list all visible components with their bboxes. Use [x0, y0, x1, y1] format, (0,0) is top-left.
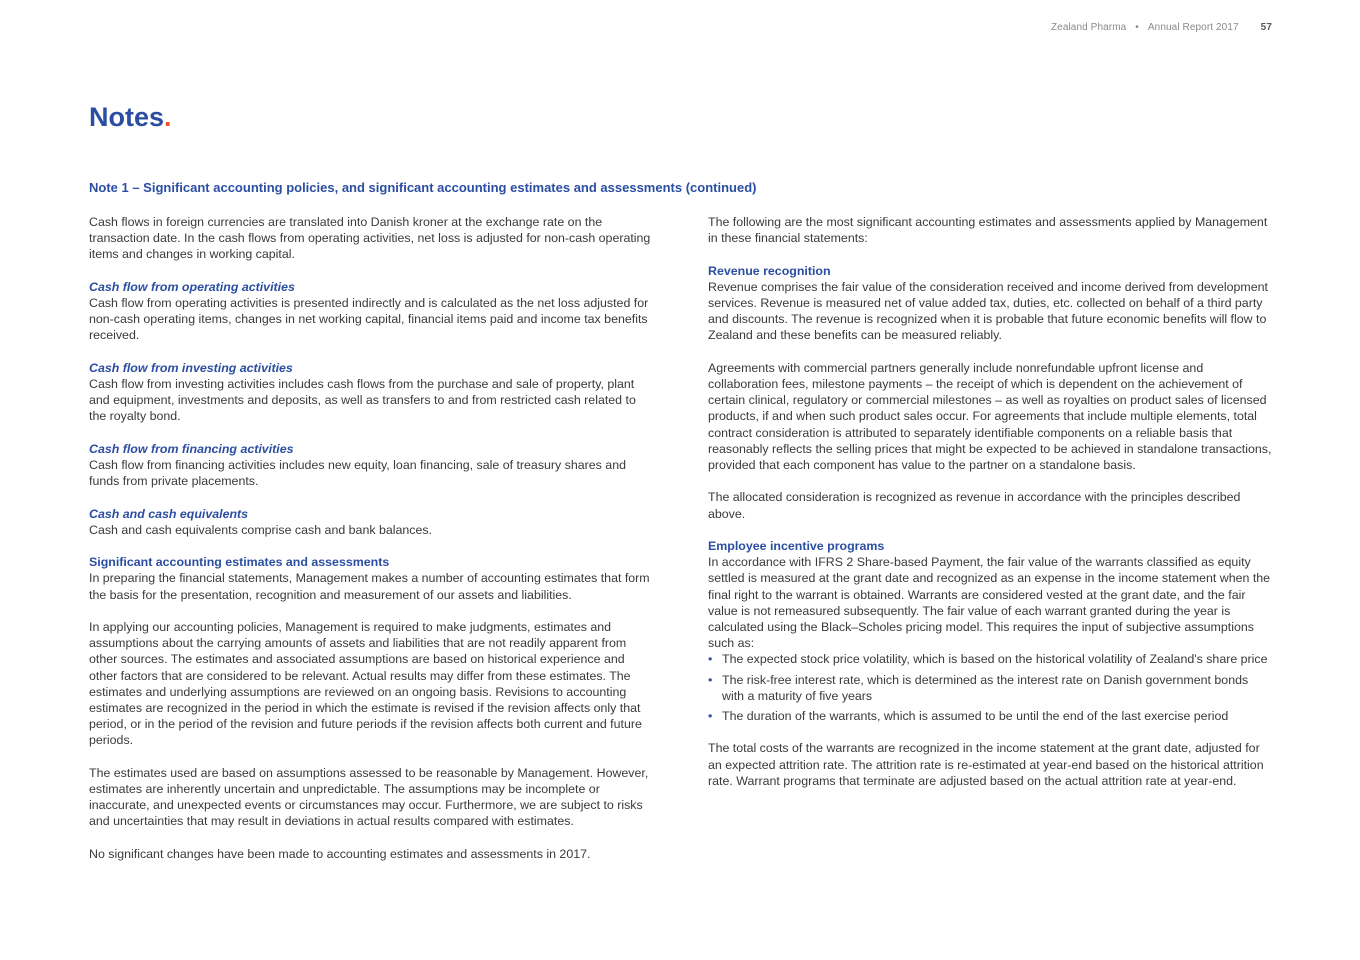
investing-activities-text: Cash flow from investing activities includes cash flows from the purchase and sale of property, plant and equipment, investments and deposits, as well as transfers to and from restricted cash related to the royalty bond. — [89, 377, 636, 424]
cash-flow-intro: Cash flows in foreign currencies are translated into Danish kroner at the exchange rate on the transaction date. In the cash flows from operating activities, net loss is adjusted for non-cash operating items and changes in working capital. — [89, 215, 651, 262]
investing-activities-heading: Cash flow from investing activities — [89, 360, 293, 375]
employee-paragraph-1: In accordance with IFRS 2 Share-based Payment, the fair value of the warrants classified as equity settled is measured at the grant date and recognized as an expense in the income statement when the final right to the warrant is obtained. Warrants are considered vested at the grant date, and the fair value is not remeasured subsequently. The fair value of each warrant granted during the year is calculated using the Black–Scholes pricing model. This requires the input of subjective assumptions such as: — [708, 555, 1271, 651]
estimates-heading: Significant accounting estimates and assessments — [89, 555, 390, 570]
estimates-paragraph-2: In applying our accounting policies, Management is required to make judgments, estimates and assumptions about the carrying amounts of assets and liabilities that are not readily apparent from other sources. The estimates and associated assumptions are based on historical experience and other factors that are considered to be relevant. Actual results may differ from these estimates. The estimates and underlying assumptions are reviewed on an ongoing basis. Revisions to accounting estimates are recognized in the period in which the estimate is revised if the revision affects only that period, or in the period of the revision and future periods if the revision affects both current and future periods. — [89, 619, 642, 748]
page-number: 57 — [1260, 22, 1272, 33]
note-heading: Note 1 – Significant accounting policies, and significant accounting estimates and assessments (continued) — [89, 180, 757, 195]
title-accent-dot: . — [164, 102, 172, 132]
list-item: • The risk-free interest rate, which is determined as the interest rate on Danish government bonds with a maturity of five years — [708, 672, 1272, 704]
page-title-text: Notes — [89, 102, 165, 132]
financing-activities-heading: Cash flow from financing activities — [89, 441, 294, 456]
running-header — [1051, 22, 1272, 33]
employee-incentive-heading: Employee incentive programs — [708, 539, 885, 553]
right-column — [708, 214, 1272, 789]
revenue-paragraph-1: Revenue comprises the fair value of the consideration received and income derived from development services. Revenue is measured net of value added tax, duties, etc. collected on behalf of a third party and discounts. The revenue is recognized when it is probable that future economic benefits will flow to Zealand and these benefits can be measured reliably. — [708, 279, 1268, 343]
operating-activities-heading: Cash flow from operating activities — [89, 279, 295, 294]
header-company: Zealand Pharma — [1050, 22, 1127, 33]
estimates-paragraph-1: In preparing the financial statements, Management makes a number of accounting estimates that form the basis for the presentation, recognition and measurement of our assets and liabilities. — [89, 571, 650, 602]
list-item: • The duration of the warrants, which is assumed to be until the end of the last exercise period — [708, 708, 1272, 724]
assumptions-list — [708, 651, 1272, 724]
operating-activities-text: Cash flow from operating activities is presented indirectly and is calculated as the net loss adjusted for non-cash operating items, changes in net working capital, financial items paid and income tax benefits received. — [89, 296, 649, 343]
page-title — [89, 102, 172, 133]
left-column — [89, 214, 651, 862]
estimates-paragraph-3: The estimates used are based on assumptions assessed to be reasonable by Management. However, estimates are inherently uncertain and unpredictable. The assumptions may be incomplete or inaccurate, and unexpected events or circumstances may occur. Furthermore, we are subject to risks and uncertainties that may result in deviations in actual results compared with estimates. — [89, 765, 649, 829]
list-item: • The expected stock price volatility, which is based on the historical volatility of Zealand's share price — [708, 651, 1272, 667]
estimates-intro: The following are the most significant accounting estimates and assessments applied by Management in these financial statements: — [708, 215, 1268, 246]
financing-activities-text: Cash flow from financing activities includes new equity, loan financing, sale of treasury shares and funds from private placements. — [89, 458, 626, 489]
estimates-paragraph-4: No significant changes have been made to accounting estimates and assessments in 2017. — [89, 846, 591, 861]
employee-paragraph-2: The total costs of the warrants are recognized in the income statement at the grant date, adjusted for an expected attrition rate. The attrition rate is re-estimated at year-end based on the historical attrition rate. Warrant programs that terminate are adjusted based on the actual attrition rate at year-end. — [708, 741, 1264, 788]
revenue-recognition-heading: Revenue recognition — [708, 263, 831, 278]
revenue-paragraph-2: Agreements with commercial partners generally include nonrefundable upfront license and collaboration fees, milestone payments – the receipt of which is dependent on the achievement of certain clinical, regulatory or commercial milestones – as well as royalties on product sales of licensed products, if and when such product sales occur. For agreements that include multiple elements, total contract consideration is attributed to separately identifiable components on a reliable basis that reasonably reflects the selling prices that might be expected to be achieved in standalone transactions, provided that each component has value to the partner on a standalone basis. — [708, 360, 1272, 473]
cash-equivalents-heading: Cash and cash equivalents — [89, 506, 249, 521]
cash-equivalents-text: Cash and cash equivalents comprise cash and bank balances. — [89, 522, 433, 537]
revenue-paragraph-3: The allocated consideration is recognized as revenue in accordance with the principles described above. — [708, 490, 1241, 521]
header-publication: Annual Report 2017 — [1147, 22, 1239, 33]
header-separator-dot: • — [1135, 22, 1139, 33]
